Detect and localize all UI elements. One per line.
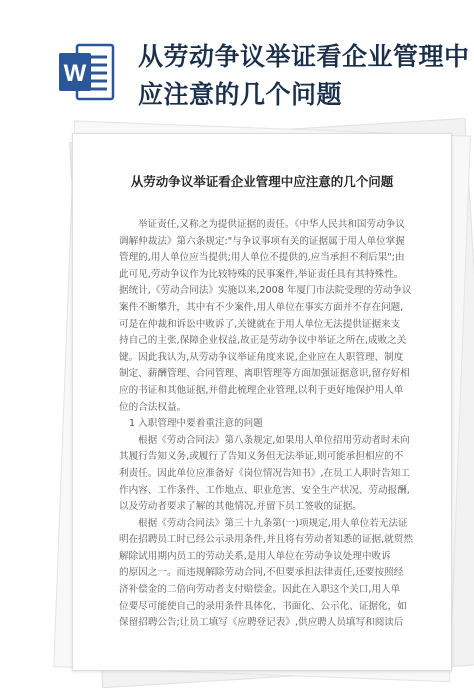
paragraph-line: 管理的,用人单位应当提供;用人单位不提供的,应当承担不利后果";由 <box>119 252 405 264</box>
paragraph-line: 案件不断攀升，其中有不少案件,用人单位在事实方面并不存在问题, <box>119 301 404 313</box>
paragraph-line: 利责任。因此单位应准备好《岗位情况告知书》,在员工人职时告知工 <box>119 467 410 479</box>
paragraph-line: 其履行告知义务,或履行了告知义务但无法举证,则可能承担相应的不 <box>119 451 404 463</box>
paragraph-line: 此可见,劳动争议作为比较特殊的民事案件,举证责任具有其特殊性。 <box>119 268 404 280</box>
paragraph-line: 根据《劳动合同法》第三十九条第(一)项规定,用人单位若无法证 <box>138 517 408 529</box>
section-heading: 1 入职管理中要着重注意的问题 <box>129 418 263 430</box>
paragraph-line: 的原因之一。而违规解除劳动合同,不但要承担法律责任,还要按照经 <box>119 567 404 579</box>
document-body <box>119 217 419 632</box>
paragraph-line: 键。因此我认为,从劳动争议举证角度来说,企业应在人职管理、制度 <box>119 351 404 363</box>
paragraph-line: 可是在仲裁和诉讼中败诉了,关键就在于用人单位无法提供证据来支 <box>119 318 401 330</box>
paragraph-line: 制定、薪酬管理、合同管理、离职管理等方面加强证据意识,留存好相 <box>119 368 410 380</box>
paragraph-line: 举证责任,又称之为提供证据的责任。《中华人民共和国劳动争议 <box>138 219 405 230</box>
word-document-icon <box>59 43 115 101</box>
paragraph-line: 根据《劳动合同法》第八条规定,如果用人单位招用劳动者时未向 <box>138 434 410 446</box>
paragraph-line: 据统计,《劳动合同法》实施以来,2008 年厦门市法院受理的劳动争议 <box>119 285 412 297</box>
paragraph-line: 解除试用期内员工的劳动关系,是用人单位在劳动争议处理中败诉 <box>119 550 391 562</box>
paragraph-line: 保留招聘公告;让员工填写《应聘登记表》,供应聘人员填写和阅读后 <box>119 617 404 629</box>
paragraph-line: 位要尽可能使自己的录用条件具体化、书面化、公示化、证据化，如 <box>119 600 407 612</box>
page-title <box>138 38 468 114</box>
document-page <box>72 133 452 671</box>
paragraph-line: 明在招聘员工时已经公示录用条件,并且将有劳动者知悉的证据,就贸然 <box>119 534 413 546</box>
page-title-line: 从劳动争议举证看企业管理中 <box>138 42 470 71</box>
paragraph-line: 位的合法权益。 <box>119 401 187 413</box>
page-title-line: 应注意的几个问题 <box>138 80 343 109</box>
paragraph-line: 作内容、工作条件、工作地点、职业危害、安全生产状况、劳动报酬, <box>119 484 410 496</box>
paragraph-line: 持自己的主张,保障企业权益,故正是劳动争议中举证之所在,成败之关 <box>119 335 407 347</box>
word-icon-letter: W <box>63 60 87 87</box>
paragraph-line: 应的书证和其他证据,并借此梳理企业管理,以利于更好地保护用人单 <box>119 384 404 396</box>
paragraph-line: 济补偿金的二倍向劳动者支付赔偿金。因此在入职这个关口,用人单 <box>119 584 401 596</box>
document-title: 从劳动争议举证看企业管理中应注意的几个问题 <box>130 174 394 189</box>
preview-header <box>0 0 474 130</box>
paragraph-line: 调解仲裁法》第六条规定:"与争议事项有关的证据属于用人单位掌握 <box>119 235 405 247</box>
paragraph-line: 以及劳动者要求了解的其他情况,并留下员工签收的证据。 <box>119 501 362 513</box>
